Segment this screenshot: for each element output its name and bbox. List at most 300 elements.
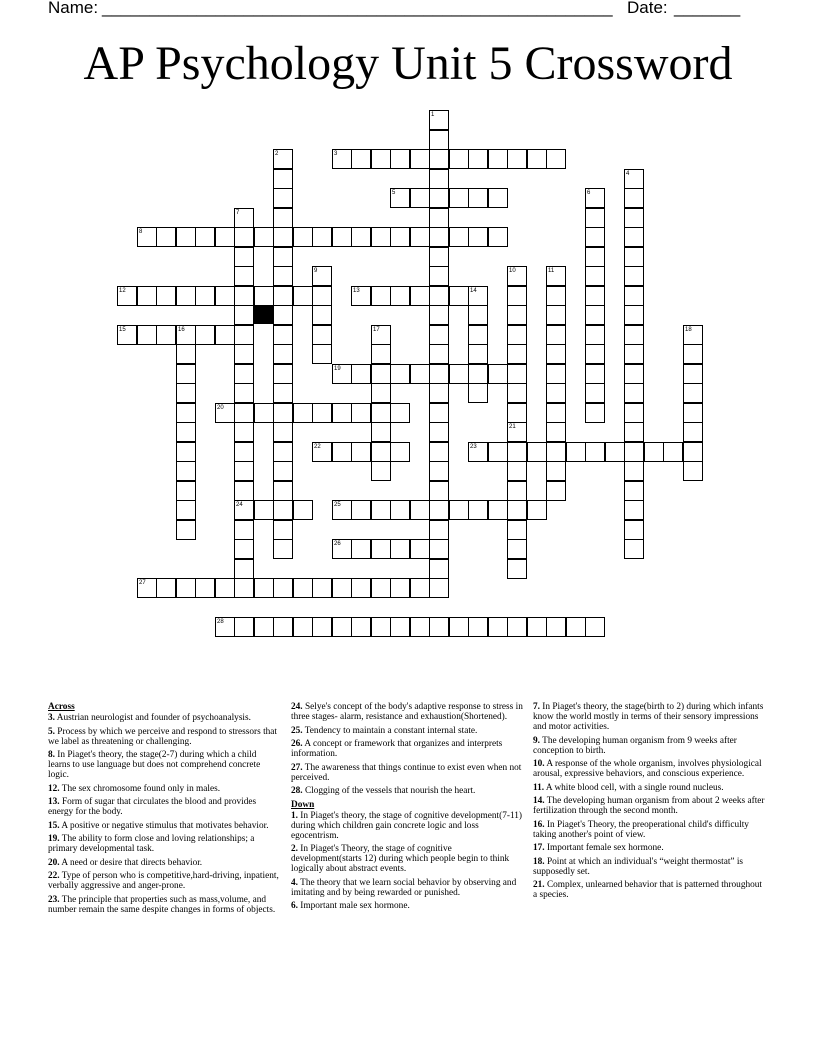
grid-cell[interactable] xyxy=(507,305,527,325)
clue-number: 1. xyxy=(291,810,298,821)
clue-item xyxy=(291,726,523,736)
grid-cell[interactable] xyxy=(585,247,605,267)
grid-cell[interactable] xyxy=(390,227,410,247)
grid-cell[interactable] xyxy=(585,617,605,637)
grid-cell[interactable] xyxy=(507,520,527,540)
grid-cell[interactable] xyxy=(312,227,332,247)
grid-cell[interactable] xyxy=(429,325,449,345)
grid-cell[interactable] xyxy=(176,403,196,423)
grid-cell[interactable] xyxy=(468,500,488,520)
grid-cell[interactable] xyxy=(624,325,644,345)
grid-cell[interactable] xyxy=(273,286,293,306)
grid-cell[interactable] xyxy=(429,344,449,364)
grid-cell[interactable] xyxy=(351,617,371,637)
grid-cell[interactable] xyxy=(293,227,313,247)
grid-cell[interactable] xyxy=(156,227,176,247)
grid-cell[interactable] xyxy=(468,383,488,403)
clue-number: 23. xyxy=(48,894,60,905)
grid-cell[interactable] xyxy=(507,500,527,520)
grid-cell[interactable] xyxy=(566,617,586,637)
grid-cell[interactable] xyxy=(332,227,352,247)
grid-cell[interactable] xyxy=(156,578,176,598)
grid-cell[interactable] xyxy=(429,305,449,325)
grid-cell[interactable] xyxy=(683,344,703,364)
grid-cell[interactable] xyxy=(468,364,488,384)
clue-number-label: 11 xyxy=(548,268,555,274)
clue-number: 25. xyxy=(291,725,303,736)
grid-cell[interactable] xyxy=(234,578,254,598)
grid-cell[interactable] xyxy=(254,286,274,306)
grid-cell[interactable] xyxy=(332,403,352,423)
grid-cell[interactable] xyxy=(371,422,391,442)
clue-number-label: 15 xyxy=(119,327,126,333)
grid-cell[interactable] xyxy=(215,227,235,247)
grid-cell[interactable] xyxy=(273,442,293,462)
grid-cell[interactable] xyxy=(351,227,371,247)
grid-cell[interactable] xyxy=(273,188,293,208)
grid-cell[interactable] xyxy=(449,227,469,247)
grid-cell[interactable] xyxy=(683,461,703,481)
grid-cell[interactable] xyxy=(624,247,644,267)
grid-cell[interactable] xyxy=(254,227,274,247)
grid-cell[interactable] xyxy=(546,149,566,169)
grid-cell[interactable] xyxy=(273,383,293,403)
grid-cell[interactable] xyxy=(390,617,410,637)
grid-cell[interactable] xyxy=(429,442,449,462)
grid-cell[interactable] xyxy=(507,364,527,384)
grid-cell[interactable] xyxy=(429,266,449,286)
grid-cell[interactable] xyxy=(488,442,508,462)
grid-cell[interactable] xyxy=(234,403,254,423)
grid-cell[interactable] xyxy=(371,500,391,520)
clue-item xyxy=(48,834,280,854)
grid-cell[interactable] xyxy=(449,188,469,208)
grid-cell[interactable] xyxy=(683,442,703,462)
grid-cell[interactable] xyxy=(176,520,196,540)
grid-cell[interactable] xyxy=(195,227,215,247)
clue-number: 8. xyxy=(48,750,55,760)
grid-cell[interactable] xyxy=(273,578,293,598)
grid-cell[interactable] xyxy=(234,266,254,286)
grid-cell[interactable] xyxy=(234,617,254,637)
clue-heading: Down xyxy=(291,799,315,810)
grid-cell[interactable] xyxy=(273,305,293,325)
grid-cell[interactable] xyxy=(429,500,449,520)
grid-cell[interactable] xyxy=(176,442,196,462)
name-line[interactable]: ______________________________________________________ xyxy=(102,0,613,17)
grid-cell[interactable] xyxy=(429,286,449,306)
grid-cell[interactable] xyxy=(624,422,644,442)
grid-cell[interactable] xyxy=(312,617,332,637)
grid-cell[interactable] xyxy=(429,188,449,208)
grid-cell[interactable] xyxy=(156,286,176,306)
clue-text: A white blood cell, with a single round nucleus. xyxy=(544,782,724,793)
grid-cell[interactable] xyxy=(468,188,488,208)
clue-item xyxy=(48,821,280,831)
grid-cell[interactable] xyxy=(312,403,332,423)
grid-cell[interactable] xyxy=(234,325,254,345)
grid-cell[interactable] xyxy=(429,422,449,442)
grid-cell[interactable] xyxy=(429,149,449,169)
grid-cell[interactable] xyxy=(507,617,527,637)
grid-cell[interactable] xyxy=(293,578,313,598)
grid-cell[interactable] xyxy=(390,364,410,384)
grid-cell[interactable] xyxy=(449,149,469,169)
clue-text: Important male sex hormone. xyxy=(297,901,410,911)
grid-cell[interactable] xyxy=(273,520,293,540)
grid-cell[interactable] xyxy=(176,227,196,247)
grid-cell[interactable] xyxy=(507,286,527,306)
grid-cell[interactable] xyxy=(273,617,293,637)
grid-cell[interactable] xyxy=(273,364,293,384)
grid-cell[interactable] xyxy=(371,617,391,637)
grid-cell[interactable] xyxy=(429,383,449,403)
grid-cell[interactable] xyxy=(488,188,508,208)
grid-cell[interactable] xyxy=(546,344,566,364)
grid-cell[interactable] xyxy=(176,344,196,364)
grid-cell[interactable] xyxy=(507,403,527,423)
grid-cell[interactable] xyxy=(215,325,235,345)
clue-number: 20. xyxy=(48,857,60,868)
grid-cell[interactable] xyxy=(624,305,644,325)
grid-cell[interactable] xyxy=(449,617,469,637)
grid-cell[interactable] xyxy=(410,149,430,169)
grid-cell[interactable] xyxy=(234,461,254,481)
grid-cell[interactable] xyxy=(585,305,605,325)
grid-cell[interactable] xyxy=(429,617,449,637)
grid-cell[interactable] xyxy=(585,442,605,462)
grid-cell[interactable] xyxy=(312,286,332,306)
grid-cell[interactable] xyxy=(273,539,293,559)
grid-cell[interactable] xyxy=(176,578,196,598)
grid-cell[interactable] xyxy=(351,539,371,559)
grid-cell[interactable] xyxy=(507,481,527,501)
grid-cell[interactable] xyxy=(273,481,293,501)
grid-cell[interactable] xyxy=(624,461,644,481)
grid-cell[interactable] xyxy=(663,442,683,462)
grid-cell[interactable] xyxy=(371,539,391,559)
grid-cell[interactable] xyxy=(254,500,274,520)
grid-cell[interactable] xyxy=(488,617,508,637)
grid-cell[interactable] xyxy=(195,578,215,598)
grid-cell[interactable] xyxy=(234,247,254,267)
grid-cell[interactable] xyxy=(215,578,235,598)
grid-cell[interactable] xyxy=(410,539,430,559)
grid-cell[interactable] xyxy=(410,617,430,637)
grid-cell[interactable] xyxy=(624,383,644,403)
grid-cell[interactable] xyxy=(624,188,644,208)
grid-cell[interactable] xyxy=(176,383,196,403)
grid-cell[interactable] xyxy=(234,364,254,384)
grid-cell[interactable] xyxy=(410,227,430,247)
clue-number: 10. xyxy=(533,759,545,769)
clue-number-label: 8 xyxy=(139,229,143,235)
grid-cell[interactable] xyxy=(156,325,176,345)
grid-cell[interactable] xyxy=(429,481,449,501)
grid-cell[interactable] xyxy=(429,578,449,598)
grid-cell[interactable] xyxy=(234,422,254,442)
grid-cell[interactable] xyxy=(468,149,488,169)
grid-cell[interactable] xyxy=(371,461,391,481)
clue-text: The principle that properties such as mass,volume, and number remain the same despite changes in forms of objects. xyxy=(48,894,276,915)
grid-cell[interactable] xyxy=(605,442,625,462)
grid-cell[interactable] xyxy=(390,403,410,423)
grid-cell[interactable] xyxy=(273,325,293,345)
clue-number-label: 9 xyxy=(314,268,318,274)
grid-cell[interactable] xyxy=(371,383,391,403)
grid-cell[interactable] xyxy=(488,364,508,384)
grid-cell[interactable] xyxy=(234,559,254,579)
clue-number-label: 16 xyxy=(178,327,185,333)
clue-item xyxy=(291,763,523,783)
grid-cell[interactable] xyxy=(312,305,332,325)
grid-cell[interactable] xyxy=(624,539,644,559)
grid-cell[interactable] xyxy=(488,149,508,169)
grid-cell[interactable] xyxy=(507,344,527,364)
grid-cell[interactable] xyxy=(273,461,293,481)
grid-cell[interactable] xyxy=(449,500,469,520)
grid-cell[interactable] xyxy=(429,169,449,189)
grid-cell[interactable] xyxy=(585,403,605,423)
grid-cell[interactable] xyxy=(507,383,527,403)
grid-cell[interactable] xyxy=(449,286,469,306)
grid-cell[interactable] xyxy=(429,520,449,540)
grid-cell[interactable] xyxy=(624,227,644,247)
clue-number: 28. xyxy=(291,786,303,796)
grid-cell[interactable] xyxy=(585,344,605,364)
grid-cell[interactable] xyxy=(449,364,469,384)
grid-cell[interactable] xyxy=(332,617,352,637)
date-line[interactable]: _______ xyxy=(674,0,741,17)
grid-cell[interactable] xyxy=(351,442,371,462)
grid-cell[interactable] xyxy=(488,500,508,520)
grid-cell[interactable] xyxy=(429,559,449,579)
grid-cell[interactable] xyxy=(546,461,566,481)
grid-cell[interactable] xyxy=(546,442,566,462)
grid-cell[interactable] xyxy=(390,442,410,462)
clue-number-label: 6 xyxy=(587,190,591,196)
grid-cell[interactable] xyxy=(546,422,566,442)
grid-cell[interactable] xyxy=(683,383,703,403)
grid-cell[interactable] xyxy=(507,325,527,345)
clue-item xyxy=(533,736,765,756)
grid-cell[interactable] xyxy=(624,442,644,462)
grid-cell[interactable] xyxy=(273,344,293,364)
grid-cell[interactable] xyxy=(234,481,254,501)
grid-cell[interactable] xyxy=(390,149,410,169)
grid-cell[interactable] xyxy=(351,364,371,384)
grid-cell[interactable] xyxy=(312,325,332,345)
grid-cell[interactable] xyxy=(332,442,352,462)
grid-cell[interactable] xyxy=(429,208,449,228)
grid-cell[interactable] xyxy=(683,364,703,384)
grid-cell[interactable] xyxy=(585,227,605,247)
grid-cell[interactable] xyxy=(546,617,566,637)
grid-cell[interactable] xyxy=(566,442,586,462)
grid-cell[interactable] xyxy=(468,617,488,637)
grid-cell[interactable] xyxy=(624,500,644,520)
grid-cell[interactable] xyxy=(254,617,274,637)
grid-cell[interactable] xyxy=(390,539,410,559)
grid-cell[interactable] xyxy=(468,305,488,325)
grid-cell[interactable] xyxy=(546,325,566,345)
grid-cell[interactable] xyxy=(468,344,488,364)
grid-cell[interactable] xyxy=(371,227,391,247)
grid-cell[interactable] xyxy=(507,559,527,579)
grid-cell[interactable] xyxy=(390,500,410,520)
grid-cell[interactable] xyxy=(215,286,235,306)
grid-cell[interactable] xyxy=(624,403,644,423)
grid-cell[interactable] xyxy=(390,286,410,306)
clue-number-label: 3 xyxy=(334,151,338,157)
grid-cell[interactable] xyxy=(585,325,605,345)
grid-cell[interactable] xyxy=(273,208,293,228)
clue-text: Selye's concept of the body's adaptive response to stress in three stages- alarm, resistance and exhaustion(Shortened). xyxy=(291,702,523,722)
grid-cell[interactable] xyxy=(273,227,293,247)
grid-cell[interactable] xyxy=(429,403,449,423)
grid-cell[interactable] xyxy=(176,364,196,384)
grid-cell[interactable] xyxy=(410,364,430,384)
grid-cell[interactable] xyxy=(195,325,215,345)
clue-text: The developing human organism from 9 weeks after conception to birth. xyxy=(533,735,737,756)
grid-cell[interactable] xyxy=(293,500,313,520)
grid-cell[interactable] xyxy=(351,578,371,598)
grid-cell[interactable] xyxy=(468,227,488,247)
grid-cell[interactable] xyxy=(137,286,157,306)
grid-cell[interactable] xyxy=(176,461,196,481)
grid-cell[interactable] xyxy=(234,383,254,403)
grid-cell[interactable] xyxy=(683,403,703,423)
grid-cell[interactable] xyxy=(351,500,371,520)
grid-cell[interactable] xyxy=(176,422,196,442)
grid-cell[interactable] xyxy=(273,403,293,423)
grid-cell[interactable] xyxy=(546,305,566,325)
grid-cell[interactable] xyxy=(429,130,449,150)
clue-text: Clogging of the vessels that nourish the heart. xyxy=(302,786,476,796)
grid-cell[interactable] xyxy=(254,403,274,423)
grid-cell[interactable] xyxy=(234,344,254,364)
grid-cell[interactable] xyxy=(624,364,644,384)
grid-cell[interactable] xyxy=(546,383,566,403)
grid-cell[interactable] xyxy=(312,578,332,598)
grid-cell[interactable] xyxy=(234,227,254,247)
grid-cell[interactable] xyxy=(546,403,566,423)
grid-cell[interactable] xyxy=(624,286,644,306)
grid-cell[interactable] xyxy=(195,286,215,306)
clue-text: A positive or negative stimulus that motivates behavior. xyxy=(59,820,269,831)
grid-cell[interactable] xyxy=(410,286,430,306)
grid-cell[interactable] xyxy=(371,344,391,364)
grid-cell[interactable] xyxy=(176,500,196,520)
grid-cell[interactable] xyxy=(351,403,371,423)
clue-text: In Piaget's Theory, the preoperational child's difficulty taking another's point of view. xyxy=(533,819,749,840)
grid-cell[interactable] xyxy=(176,286,196,306)
grid-cell[interactable] xyxy=(585,266,605,286)
page-title: AP Psychology Unit 5 Crossword xyxy=(83,37,733,90)
grid-cell[interactable] xyxy=(507,149,527,169)
grid-cell[interactable] xyxy=(527,149,547,169)
grid-cell[interactable] xyxy=(410,188,430,208)
grid-cell[interactable] xyxy=(137,325,157,345)
grid-cell[interactable] xyxy=(507,461,527,481)
grid-cell[interactable] xyxy=(624,344,644,364)
grid-cell[interactable] xyxy=(273,169,293,189)
grid-cell[interactable] xyxy=(546,286,566,306)
grid-cell[interactable] xyxy=(429,364,449,384)
grid-cell[interactable] xyxy=(254,578,274,598)
grid-cell[interactable] xyxy=(527,500,547,520)
grid-cell[interactable] xyxy=(468,325,488,345)
grid-cell[interactable] xyxy=(234,520,254,540)
grid-cell[interactable] xyxy=(429,227,449,247)
grid-cell[interactable] xyxy=(429,461,449,481)
grid-cell[interactable] xyxy=(527,442,547,462)
clue-item xyxy=(533,702,765,732)
grid-cell[interactable] xyxy=(371,578,391,598)
grid-cell[interactable] xyxy=(332,578,352,598)
grid-cell[interactable] xyxy=(371,403,391,423)
grid-cell[interactable] xyxy=(371,286,391,306)
grid-cell[interactable] xyxy=(585,286,605,306)
grid-cell[interactable] xyxy=(429,539,449,559)
grid-cell[interactable] xyxy=(234,539,254,559)
clue-item xyxy=(48,797,280,817)
grid-cell[interactable] xyxy=(683,422,703,442)
grid-cell[interactable] xyxy=(234,305,254,325)
grid-cell[interactable] xyxy=(390,578,410,598)
grid-cell[interactable] xyxy=(624,520,644,540)
grid-cell[interactable] xyxy=(371,442,391,462)
clue-item xyxy=(533,880,765,900)
clue-item xyxy=(291,901,523,911)
grid-cell[interactable] xyxy=(546,364,566,384)
grid-cell[interactable] xyxy=(371,149,391,169)
grid-cell[interactable] xyxy=(624,266,644,286)
grid-cell[interactable] xyxy=(410,578,430,598)
grid-cell[interactable] xyxy=(527,617,547,637)
grid-cell[interactable] xyxy=(273,247,293,267)
grid-cell[interactable] xyxy=(585,364,605,384)
grid-cell[interactable] xyxy=(293,403,313,423)
grid-cell[interactable] xyxy=(507,539,527,559)
grid-cell[interactable] xyxy=(585,208,605,228)
clue-number-label: 1 xyxy=(431,112,435,118)
grid-cell[interactable] xyxy=(410,500,430,520)
grid-cell[interactable] xyxy=(371,364,391,384)
grid-cell[interactable] xyxy=(234,442,254,462)
clue-text: The developing human organism from about 2 weeks after fertilization through the second month. xyxy=(533,796,765,816)
grid-cell[interactable] xyxy=(293,617,313,637)
grid-cell[interactable] xyxy=(488,227,508,247)
grid-cell[interactable] xyxy=(644,442,664,462)
clue-number-label: 24 xyxy=(236,502,243,508)
clue-number-label: 2 xyxy=(275,151,279,157)
grid-cell[interactable] xyxy=(351,149,371,169)
grid-cell[interactable] xyxy=(546,481,566,501)
grid-cell[interactable] xyxy=(507,442,527,462)
grid-cell[interactable] xyxy=(624,208,644,228)
grid-cell[interactable] xyxy=(176,481,196,501)
grid-cell[interactable] xyxy=(624,481,644,501)
grid-cell[interactable] xyxy=(273,500,293,520)
grid-cell[interactable] xyxy=(234,286,254,306)
grid-cell[interactable] xyxy=(429,247,449,267)
grid-cell[interactable] xyxy=(273,422,293,442)
grid-cell[interactable] xyxy=(585,383,605,403)
grid-cell[interactable] xyxy=(312,344,332,364)
grid-cell[interactable] xyxy=(293,286,313,306)
grid-cell[interactable] xyxy=(273,266,293,286)
